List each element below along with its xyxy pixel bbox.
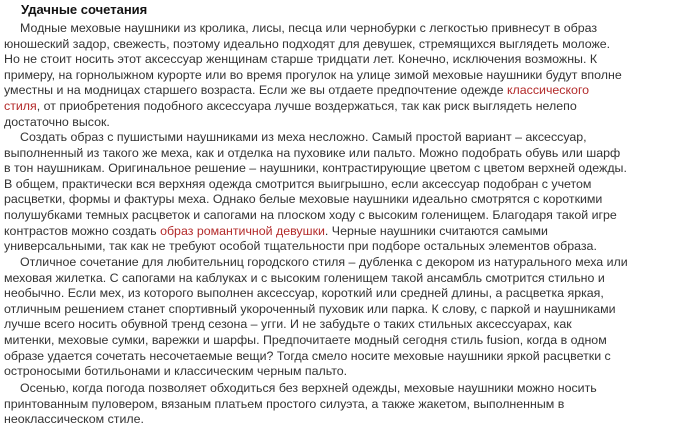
inline-link[interactable]: стиля bbox=[4, 98, 37, 113]
text-line bbox=[0, 115, 674, 131]
text-segment: необычно. Если мех, из которого выполнен аксессуар, короткий или средней длины, а расцветка яркая, bbox=[4, 286, 604, 301]
text-line bbox=[0, 21, 674, 37]
text-segment: Осенью, когда погода позволяет обходиться без верхней одежды, меховые наушники можно носить bbox=[20, 381, 597, 395]
text-line bbox=[0, 412, 674, 428]
text-segment: меховая жилетка. С сапогами на каблуках и с высоким голенищем такой ансамбль смотрится стильно и bbox=[4, 270, 605, 285]
text-line bbox=[0, 177, 674, 193]
text-line bbox=[0, 99, 674, 115]
text-line bbox=[0, 224, 674, 240]
text-line bbox=[0, 317, 674, 333]
text-line bbox=[0, 397, 674, 413]
text-segment: В общем, практически вся верхняя одежда смотрится выигрышно, если аксессуар подобран с учетом bbox=[4, 176, 592, 191]
section-heading: Удачные сочетания bbox=[21, 2, 148, 17]
text-line bbox=[0, 52, 674, 68]
text-line bbox=[0, 271, 674, 287]
text-segment: , от приобретения подобного аксессуара лучше воздержаться, так как риск выглядеть нелепо bbox=[36, 98, 577, 113]
text-segment: принтованным пуловером, вязаным платьем простого силуэта, а также жакетом, выполненным в bbox=[4, 396, 565, 411]
text-segment: полушубками темных расцветок и сапогами на плоском ходу с высоким голенищем. Благодаря такой игре bbox=[4, 207, 617, 222]
text-line bbox=[0, 68, 674, 84]
text-line bbox=[0, 302, 674, 318]
text-segment: в тон наушникам. Оригинальное решение – наушники, контрастирующие цветом с цветом верхней одежды. bbox=[4, 161, 627, 176]
text-segment: лучше всего носить обувной тренд сезона – угги. И не забудьте о таких стильных аксессуарах, как bbox=[4, 317, 572, 332]
text-line bbox=[0, 239, 674, 255]
text-segment: универсальными, так как не требуют особой тщательности при подборе остальных элементов образа. bbox=[4, 239, 597, 254]
text-line bbox=[0, 349, 674, 365]
inline-link[interactable]: классического bbox=[506, 83, 590, 98]
inline-link[interactable]: образ романтичной девушки bbox=[160, 223, 325, 238]
paragraph-3 bbox=[0, 255, 674, 380]
text-segment: отличным решением станет спортивный укороченный пуховик или парка. К слову, с паркой и наушниками bbox=[4, 301, 616, 316]
text-segment: юношеский задор, свежесть, поэтому идеально подходят для девушек, стремящихся выглядеть моложе. bbox=[4, 36, 611, 51]
paragraph-1 bbox=[0, 21, 674, 130]
text-line bbox=[0, 146, 674, 162]
text-segment: митенки, меховые сумки, варежки и шарфы. Предпочитаете модный сегодня стиль fusion, когда в одном bbox=[4, 332, 607, 347]
text-line bbox=[0, 286, 674, 302]
text-line bbox=[0, 192, 674, 208]
text-line bbox=[0, 161, 674, 177]
text-segment: остроносыми ботильонами и классическим черным пальто. bbox=[4, 364, 348, 379]
text-line bbox=[0, 130, 674, 146]
text-segment: контрастов можно создать bbox=[4, 223, 161, 238]
text-segment: . Черные наушники считаются самыми bbox=[324, 223, 548, 238]
text-line bbox=[0, 333, 674, 349]
paragraph-2 bbox=[0, 130, 674, 255]
text-line bbox=[0, 364, 674, 380]
text-segment: уместны и на модницах старшего возраста. Если же вы отдаете предпочтение одежде bbox=[4, 83, 507, 98]
text-segment: неоклассическом стиле. bbox=[4, 412, 144, 427]
text-segment: образе удается сочетать несочетаемые вещи? Тогда смело носите меховые наушники яркой расцветки с bbox=[4, 348, 611, 363]
text-line bbox=[0, 37, 674, 53]
text-line bbox=[0, 381, 674, 397]
text-segment: Модные меховые наушники из кролика, лисы, песца или чернобурки с легкостью привнесут в образ bbox=[20, 21, 598, 35]
text-line bbox=[0, 208, 674, 224]
text-segment: примеру, на горнолыжном курорте или во время прогулок на улице зимой меховые наушники будут вполне bbox=[4, 67, 622, 82]
text-line bbox=[0, 255, 674, 271]
text-segment: расцветки, формы и фактуры меха. Однако белые меховые наушники идеально смотрятся с короткими bbox=[4, 192, 603, 207]
text-segment: Создать образ с пушистыми наушниками из меха несложно. Самый простой вариант – аксессуар, bbox=[20, 130, 587, 144]
paragraph-4 bbox=[0, 381, 674, 428]
text-segment: выполненный из такого же меха, как и отделка на пуховике или пальто. Можно подобрать обувь или шарф bbox=[4, 145, 621, 160]
text-segment: достаточно высок. bbox=[4, 114, 110, 129]
text-line bbox=[0, 83, 674, 99]
text-segment: Но не стоит носить этот аксессуар женщинам старше тридцати лет. Конечно, исключения возможны. К bbox=[4, 52, 598, 67]
text-segment: Отличное сочетание для любительниц городского стиля – дубленка с декором из натурального меха или bbox=[20, 255, 628, 269]
